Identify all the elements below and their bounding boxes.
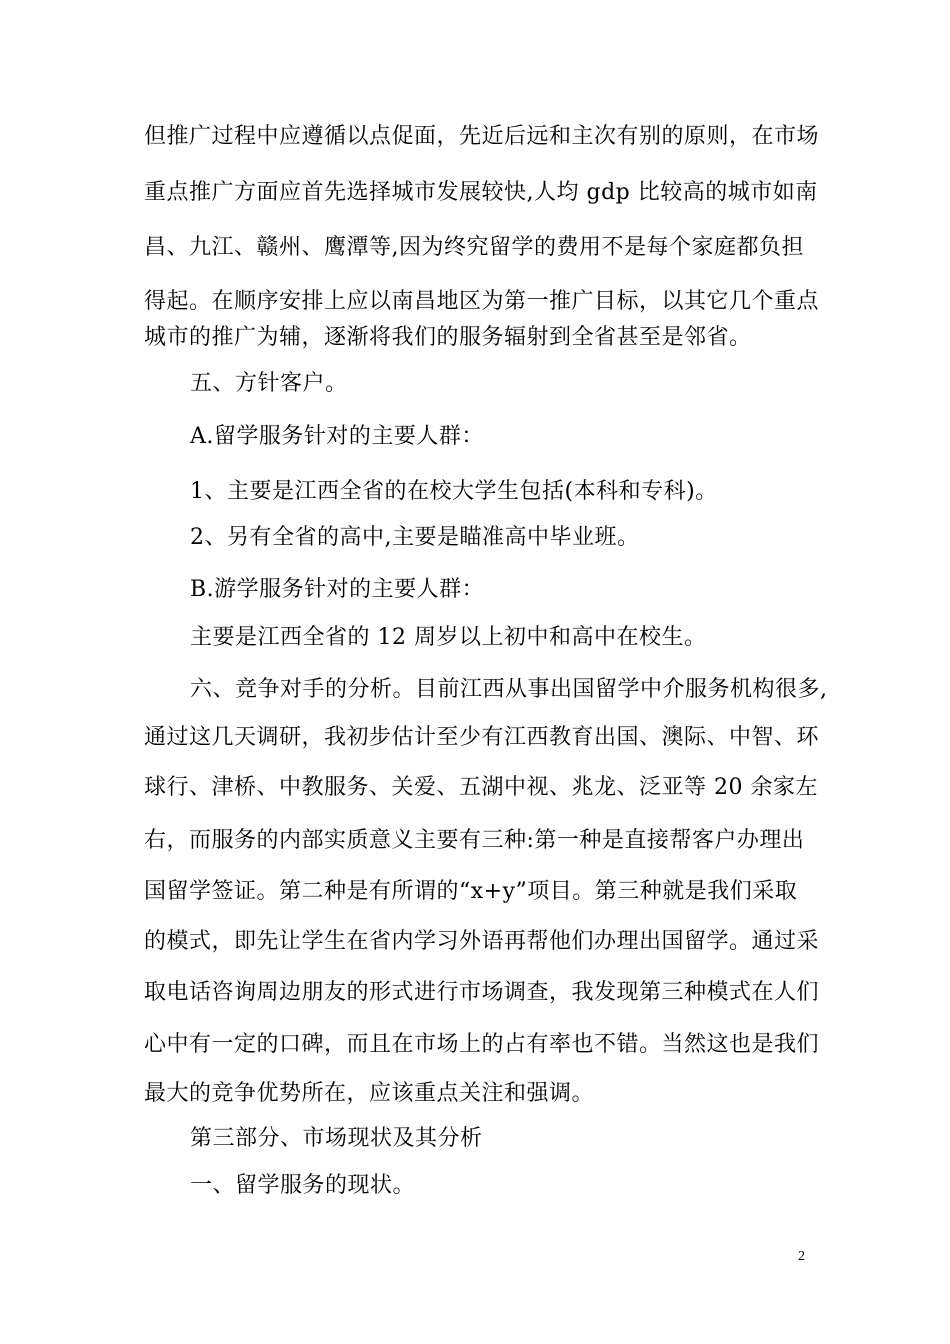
body-line: 城市的推广为辅，逐渐将我们的服务辐射到全省甚至是邻省。 (144, 325, 752, 350)
body-line: 取电话咨询周边朋友的形式进行市场调查，我发现第三种模式在人们 (144, 980, 820, 1005)
body-line: 心中有一定的口碑，而且在市场上的占有率也不错。当然这也是我们 (144, 1032, 820, 1057)
section-heading: 五、方针客户。 (190, 371, 348, 396)
body-line: 重点推广方面应首先选择城市发展较快,人均 gdp 比较高的城市如南 (144, 180, 818, 205)
body-line: 通过这几天调研，我初步估计至少有江西教育出国、澳际、中智、环 (144, 725, 820, 750)
part-heading: 第三部分、市场现状及其分析 (190, 1126, 483, 1151)
section-heading: 一、留学服务的现状。 (190, 1173, 416, 1198)
list-item: 2、另有全省的高中,主要是瞄准高中毕业班。 (190, 525, 640, 550)
body-line: 主要是江西全省的 12 周岁以上初中和高中在校生。 (190, 625, 707, 650)
subheading: B.游学服务针对的主要人群： (190, 577, 485, 602)
body-line: 最大的竞争优势所在，应该重点关注和强调。 (144, 1081, 595, 1106)
body-line: 昌、九江、赣州、鹰潭等,因为终究留学的费用不是每个家庭都负担 (144, 235, 804, 260)
body-line: 球行、津桥、中教服务、关爱、五湖中视、兆龙、泛亚等 20 余家左 (144, 775, 818, 800)
body-line: 得起。在顺序安排上应以南昌地区为第一推广目标，以其它几个重点 (144, 289, 820, 314)
body-line: 国留学签证。第二种是有所谓的“x+y”项目。第三种就是我们采取 (144, 879, 798, 904)
list-item: 1、主要是江西全省的在校大学生包括(本科和专科)。 (190, 479, 718, 504)
section-heading: 六、竞争对手的分析。目前江西从事出国留学中介服务机构很多, (190, 677, 828, 702)
body-line: 右，而服务的内部实质意义主要有三种:第一种是直接帮客户办理出 (144, 828, 805, 853)
body-line: 但推广过程中应遵循以点促面，先近后远和主次有别的原则，在市场 (144, 124, 820, 149)
page-number: 2 (798, 1249, 805, 1264)
body-line: 的模式，即先让学生在省内学习外语再帮他们办理出国留学。通过采 (144, 929, 820, 954)
subheading: A.留学服务针对的主要人群： (190, 424, 484, 449)
